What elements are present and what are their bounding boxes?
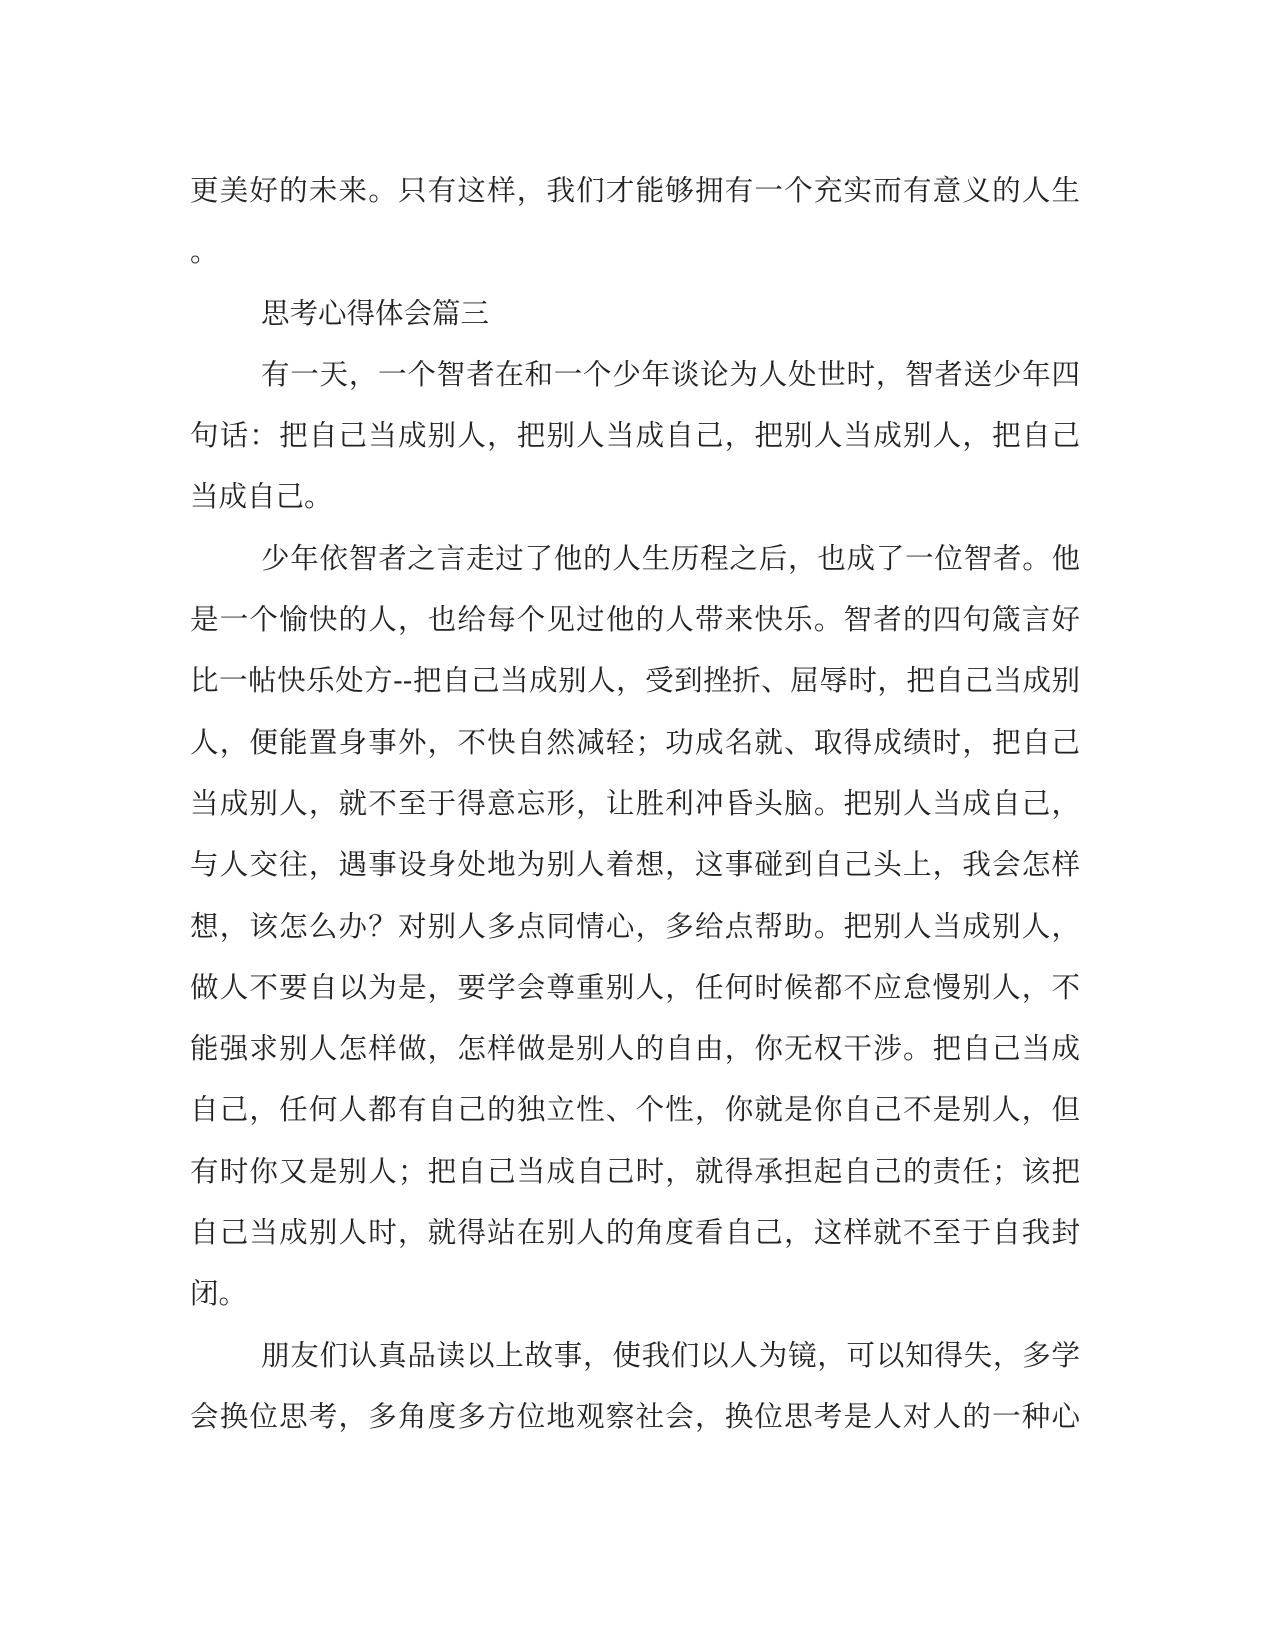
text-line: 有一天，一个智者在和一个少年谈论为人处世时，智者送少年四 bbox=[261, 357, 1080, 391]
text-line: 闭。 bbox=[190, 1277, 248, 1311]
text-line: 人，便能置身事外，不快自然减轻；功成名就、取得成绩时，把自己 bbox=[190, 725, 1080, 759]
section-heading bbox=[190, 283, 1080, 344]
text-line: 与人交往，遇事设身处地为别人着想，这事碰到自己头上，我会怎样 bbox=[190, 848, 1080, 882]
text-line: 句话：把自己当成别人，把别人当成自己，把别人当成别人，把自己 bbox=[190, 419, 1080, 453]
text-line: 比一帖快乐处方--把自己当成别人，受到挫折、屈辱时，把自己当成别 bbox=[190, 664, 1080, 698]
text-line: 当成自己。 bbox=[190, 480, 333, 514]
paragraph bbox=[190, 1325, 1080, 1448]
text-line: 朋友们认真品读以上故事，使我们以人为镜，可以知得失，多学 bbox=[261, 1338, 1080, 1372]
text-line: 更美好的未来。只有这样，我们才能够拥有一个充实而有意义的人生 bbox=[190, 174, 1080, 207]
text-line: 会换位思考，多角度多方位地观察社会，换位思考是人对人的一种心 bbox=[190, 1399, 1080, 1433]
text-line: 能强求别人怎样做，怎样做是别人的自由，你无权干涉。把自己当成 bbox=[190, 1032, 1080, 1066]
paragraph bbox=[190, 528, 1080, 1325]
text-line: 做人不要自以为是，要学会尊重别人，任何时候都不应怠慢别人，不 bbox=[190, 970, 1080, 1004]
text-line: 是一个愉快的人，也给每个见过他的人带来快乐。智者的四句箴言好 bbox=[190, 603, 1080, 637]
paragraph bbox=[190, 344, 1080, 528]
text-line: 自己当成别人时，就得站在别人的角度看自己，这样就不至于自我封 bbox=[190, 1216, 1080, 1250]
text-line: 自己，任何人都有自己的独立性、个性，你就是你自己不是别人，但 bbox=[190, 1093, 1080, 1127]
heading-text: 思考心得体会篇三 bbox=[261, 296, 490, 330]
text-line: 当成别人，就不至于得意忘形，让胜利冲昏头脑。把别人当成自己， bbox=[190, 786, 1080, 820]
paragraph bbox=[190, 160, 1080, 283]
text-line: 少年依智者之言走过了他的人生历程之后，也成了一位智者。他 bbox=[261, 541, 1080, 575]
text-line: 想，该怎么办？对别人多点同情心，多给点帮助。把别人当成别人， bbox=[190, 909, 1080, 943]
text-line: 。 bbox=[190, 235, 219, 269]
text-line: 有时你又是别人；把自己当成自己时，就得承担起自己的责任；该把 bbox=[190, 1154, 1080, 1188]
document-body bbox=[190, 160, 1080, 1447]
